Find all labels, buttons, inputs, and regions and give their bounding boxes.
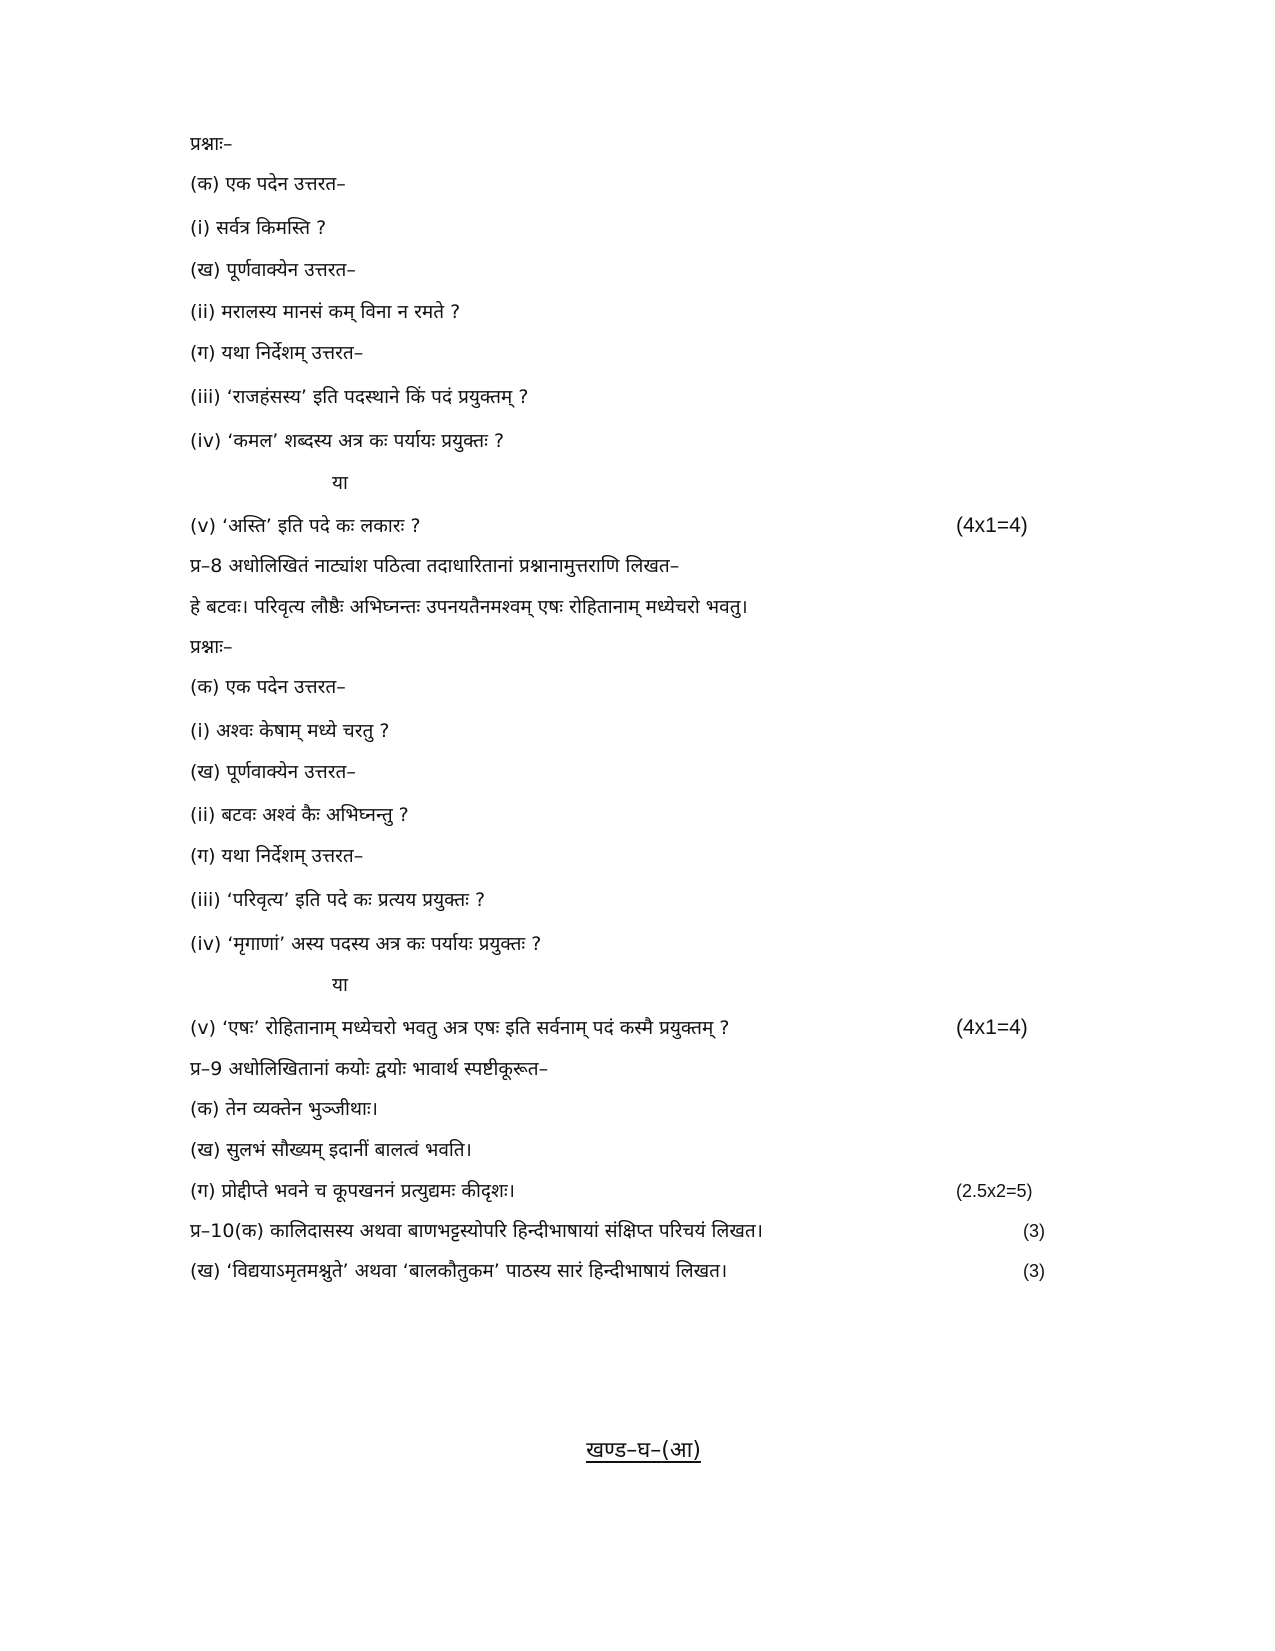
- q7-question-i: (i) सर्वत्र किमस्ति ?: [190, 217, 327, 239]
- q10-part-kha: (ख) ‘विद्ययाऽमृतमश्नुते’ अथवा ‘बालकौतुकम’ पाठस्य सारं हिन्दीभाषायं लिखत।: [190, 1260, 728, 1282]
- q10-part-ka: प्र–10(क) कालिदासस्य अथवा बाणभट्टस्योपरि हिन्दीभाषायां संक्षिप्त परिचयं लिखत।: [190, 1220, 763, 1242]
- q8-passage: हे बटवः। परिवृत्य लौष्ठैः अभिघ्नन्तः उपनयतैनमश्वम् एषः रोहितानाम् मध्येचरो भवतु।: [190, 596, 748, 618]
- q9-item-kha: (ख) सुलभं सौख्यम् इदानीं बालत्वं भवति।: [190, 1139, 472, 1161]
- section-heading-part1: खण्ड–घ–: [586, 1438, 662, 1463]
- q9-marks: (2.5x2=5): [956, 1181, 1033, 1201]
- q10-ka-marks: (3): [1023, 1221, 1045, 1241]
- q8-or-separator: या: [332, 974, 348, 996]
- q7-question-iv: (iv) ‘कमल’ शब्दस्य अत्र कः पर्यायः प्रयुक्तः ?: [190, 430, 505, 452]
- q8-ka-heading: (क) एक पदेन उत्तरत–: [190, 676, 346, 698]
- q8-kha-heading: (ख) पूर्णवाक्येन उत्तरत–: [190, 761, 356, 783]
- q10-kha-marks: (3): [1023, 1261, 1045, 1281]
- section-heading: [0, 1436, 1275, 1466]
- q8-instruction: प्र–8 अधोलिखितं नाट्यांश पठित्वा तदाधारितानां प्रश्नानामुत्तराणि लिखत–: [190, 555, 680, 577]
- q8-question-iv: (iv) ‘मृगाणां’ अस्य पदस्य अत्र कः पर्यायः प्रयुक्तः ?: [190, 933, 542, 955]
- q7-questions-label: प्रश्नाः–: [190, 133, 233, 155]
- q7-question-ii: (ii) मरालस्य मानसं कम् विना न रमते ?: [190, 301, 461, 323]
- q8-questions-label: प्रश्नाः–: [190, 636, 233, 658]
- q7-kha-heading: (ख) पूर्णवाक्येन उत्तरत–: [190, 259, 356, 281]
- q9-instruction: प्र–9 अधोलिखितानां कयोः द्वयोः भावार्थ स्पष्टीकूरूत–: [190, 1058, 549, 1080]
- q8-question-i: (i) अश्वः केषाम् मध्ये चरतु ?: [190, 720, 390, 742]
- q8-question-iii: (iii) ‘परिवृत्य’ इति पदे कः प्रत्यय प्रयुक्तः ?: [190, 889, 486, 911]
- q9-item-ka: (क) तेन व्यक्तेन भुञ्जीथाः।: [190, 1098, 378, 1120]
- q9-item-ga: (ग) प्रोद्दीप्ते भवने च कूपखननं प्रत्युद्यमः कीदृशः।: [190, 1180, 515, 1202]
- q7-or-separator: या: [332, 472, 348, 494]
- section-heading-part2: (आ): [661, 1438, 701, 1463]
- q8-ga-heading: (ग) यथा निर्देशम् उत्तरत–: [190, 845, 364, 867]
- q8-marks: (4x1=4): [956, 1016, 1028, 1039]
- q8-question-v: (v) ‘एषः’ रोहितानाम् मध्येचरो भवतु अत्र एषः इति सर्वनाम् पदं कस्मै प्रयुक्तम् ?: [190, 1017, 730, 1039]
- q7-ga-heading: (ग) यथा निर्देशम् उत्तरत–: [190, 342, 364, 364]
- q7-question-v: (v) ‘अस्ति’ इति पदे कः लकारः ?: [190, 515, 421, 537]
- q8-question-ii: (ii) बटवः अश्वं कैः अभिघ्नन्तु ?: [190, 804, 409, 826]
- q7-marks: (4x1=4): [956, 514, 1028, 537]
- q7-question-iii: (iii) ‘राजहंसस्य’ इति पदस्थाने किं पदं प्रयुक्तम् ?: [190, 386, 529, 408]
- q7-ka-heading: (क) एक पदेन उत्तरत–: [190, 173, 346, 195]
